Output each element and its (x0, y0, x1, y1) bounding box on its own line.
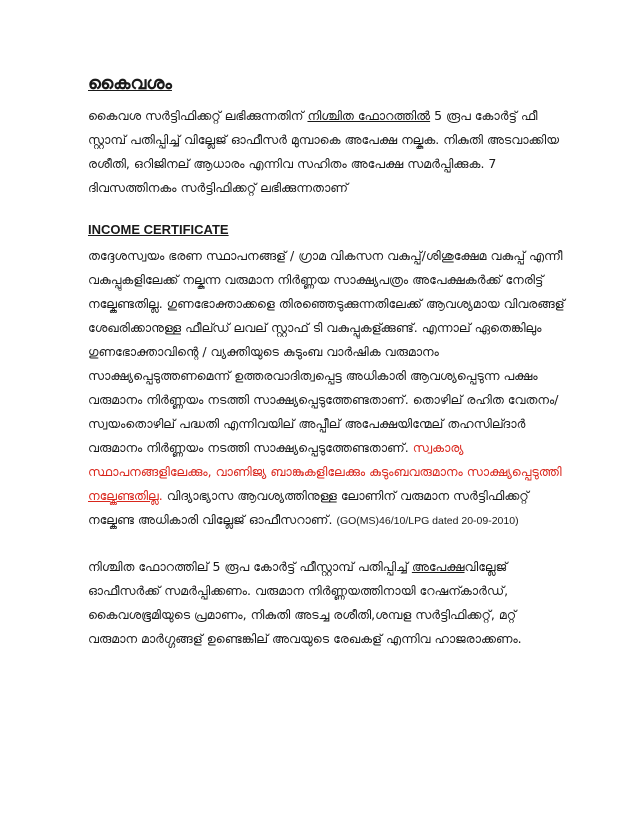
form-link[interactable]: നിശ്ചിത ഫോറത്തിൽ (307, 108, 431, 123)
closing-paragraph (88, 555, 568, 651)
paragraph-gap (88, 533, 568, 555)
intro-text-a: കൈവശ സർട്ടിഫിക്കറ്റ് ലഭിക്കുന്നതിന് (88, 108, 308, 123)
possession-paragraph (88, 104, 568, 200)
income-text-2: വിദ്യാഭ്യാസ ആവശ്യത്തിനുള്ള ലോണിന് വരുമാന സർട്ടിഫിക്കറ്റ് നല്കേണ്ട അധികാരി വില്ലേജ് ഓഫീസറാണ്. (88, 488, 529, 527)
closing-text-b: വില്ലേജ് ഓഫീസർക്ക് സമർപ്പിക്കണം. വരുമാന നിർണ്ണയത്തിനായി റേഷന്കാർഡ്, കൈവശഭൂമിയുടെ പ്രമാണം, നികുതി അടച്ച രശീതി,ശമ്പള സർട്ടിഫിക്കറ്റ്, മറ്റ് വരുമാന മാർഗ്ഗങ്ങള് ഉണ്ടെങ്കില് അവയുടെ രേഖകള് എന്നിവ ഹാജരാക്കണം. (88, 559, 522, 646)
income-text-1: തദ്ദേശസ്വയം ഭരണ സ്ഥാപനങ്ങള് / ഗ്രാമ വികസന വകുപ്പ്/ശിശുക്ഷേമ വകുപ്പ് എന്നീ വകുപ്പുകളിലേക്ക് നല്കുന്ന വരുമാന നിർണ്ണയ സാക്ഷ്യപത്രം അപേക്ഷകർക്ക് നേരിട്ട് നല്കേണ്ടതില്ല. ഗുണഭോക്താക്കളെ തിരഞ്ഞെടുക്കുന്നതിലേക്ക് ആവശ്യമായ വിവരങ്ങള് ശേഖരിക്കാനുള്ള ഫീല്ഡ് ലവല് സ്റ്റാഫ് ടി വകുപ്പുകള്ക്കുണ്ട്. എന്നാല് ഏതെങ്കിലും ഗുണഭോക്താവിന്റെ / വ്യക്തിയുടെ കുടുംബ വാർഷിക വരുമാനം സാക്ഷ്യപ്പെടുത്തണമെന്ന് ഉത്തരവാദിത്വപ്പെട്ട അധികാരി ആവശ്യപ്പെടുന്ന പക്ഷം വരുമാനം നിർണ്ണയം നടത്തി സാക്ഷ്യപ്പെടുത്തേണ്ടതാണ്. തൊഴില് രഹിത വേതനം/സ്വയംതൊഴില് പദ്ധതി എന്നിവയില് അപ്പീല് അപേക്ഷയിന്മേല് തഹസില്ദാർ വരുമാനം നിർണ്ണയം നടത്തി സാക്ഷ്യപ്പെടുത്തേണ്ടതാണ്. (88, 248, 565, 455)
document-page (88, 72, 568, 651)
income-red-underlined: നല്കേണ്ടതില്ല (88, 488, 159, 503)
income-certificate-heading: INCOME CERTIFICATE (88, 222, 229, 237)
application-link[interactable]: അപേക്ഷ (411, 559, 465, 574)
income-paragraph (88, 244, 568, 533)
income-red-text: സ്വകാര്യ സ്ഥാപനങ്ങളിലേക്കും, വാണിജ്യ ബാങ്കുകളിലേക്കും കുടുംബവരുമാനം സാക്ഷ്യപ്പെടുത്തി (88, 440, 562, 479)
intro-text-b: 5 രൂപ കോർട്ട് ഫീ സ്റ്റാമ്പ് പതിപ്പിച്ച് വില്ലേജ് ഓഫീസർ മുമ്പാകെ അപേക്ഷ നല്കുക. നികുതി അടവാക്കിയ രശീതി, ഒറിജിനല് ആധാരം എന്നിവ സഹിതം അപേക്ഷ സമർപ്പിക്കുക. 7 ദിവസത്തിനകം സർട്ടിഫിക്കറ്റ് ലഭിക്കുന്നതാണ് (88, 108, 559, 195)
page-title: കൈവശം (88, 73, 172, 94)
income-red-period: . (158, 488, 163, 503)
closing-text-a: നിശ്ചിത ഫോറത്തില് 5 രൂപ കോർട്ട് ഫീസ്റ്റാമ്പ് പതിപ്പിച്ച് (88, 559, 412, 574)
government-order-reference: (GO(MS)46/10/LPG dated 20-09-2010) (336, 515, 519, 527)
